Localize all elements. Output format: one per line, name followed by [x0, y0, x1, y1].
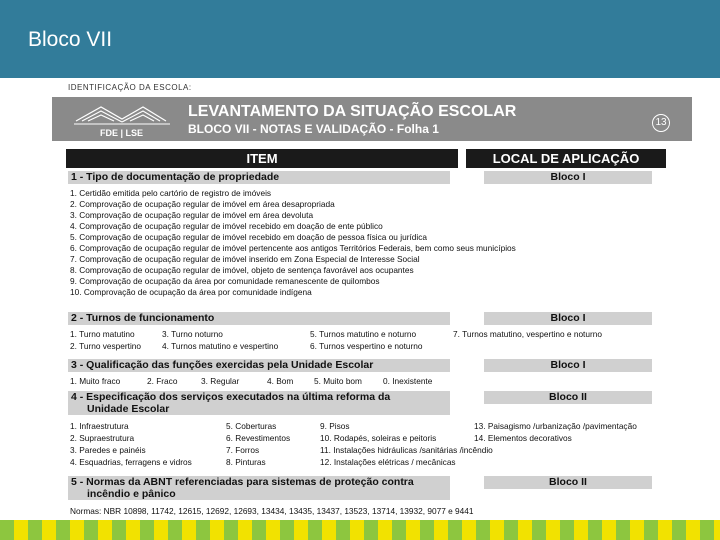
section-1-title: 1 - Tipo de documentação de propriedade	[68, 171, 450, 184]
list-item: 1. Turno matutino	[70, 329, 135, 339]
list-item: 10. Comprovação de ocupação da área por comunidade indígena	[70, 287, 312, 297]
list-item: 3. Comprovação de ocupação regular de imóvel em área devoluta	[70, 210, 314, 220]
list-item: 12. Instalações elétricas / mecânicas	[320, 457, 456, 467]
list-item: 2. Supraestrutura	[70, 433, 135, 443]
list-item: 5. Muito bom	[314, 376, 362, 386]
list-item: 7. Comprovação de ocupação regular de imóvel inserido em Zona Especial de Interesse Social	[70, 254, 420, 264]
school-identification-text: IDENTIFICAÇÃO DA ESCOLA:	[68, 83, 192, 92]
list-item: 1. Certidão emitida pelo cartório de registro de imóveis	[70, 188, 272, 198]
list-item: 8. Pinturas	[226, 457, 266, 467]
section-2-block: Bloco I	[484, 312, 652, 325]
list-item: 6. Revestimentos	[226, 433, 291, 443]
list-item: 7. Forros	[226, 445, 260, 455]
list-item: 3. Turno noturno	[162, 329, 223, 339]
list-item: 9. Comprovação de ocupação da área por comunidade remanescente de quilombos	[70, 276, 380, 286]
list-item: 4. Bom	[267, 376, 294, 386]
section-4-title	[68, 391, 450, 415]
section-2-title: 2 - Turnos de funcionamento	[68, 312, 450, 325]
list-item: 10. Rodapés, soleiras e peitoris	[320, 433, 437, 443]
item-column-header: ITEM	[66, 149, 458, 168]
form-title: LEVANTAMENTO DA SITUAÇÃO ESCOLAR	[188, 103, 517, 120]
fde-lse-logo-icon	[66, 101, 178, 139]
list-item: 5. Comprovação de ocupação regular de imóvel recebido em doação de pessoa física ou jurídica	[70, 232, 427, 242]
section-4-title-line-2: Unidade Escolar	[87, 403, 170, 415]
form-banner	[52, 97, 692, 141]
slide-header-bar	[0, 0, 720, 78]
list-item: 6. Comprovação de ocupação regular de imóvel pertencente aos antigos Territórios Federais, bem como seus municípios	[70, 243, 516, 253]
list-item: 8. Comprovação de ocupação regular de imóvel, objeto de sentença favorável aos ocupantes	[70, 265, 414, 275]
section-5-title	[68, 476, 450, 500]
section-4-title-line-1: 4 - Especificação dos serviços executados na última reforma da	[71, 391, 391, 403]
slide-title: Bloco VII	[28, 28, 113, 51]
list-item: 1. Infraestrutura	[70, 421, 129, 431]
list-item: 9. Pisos	[320, 421, 350, 431]
list-item: 0. Inexistente	[383, 376, 433, 386]
logo-text: FDE | LSE	[100, 128, 144, 138]
section-5-title-line-2: incêndio e pânico	[87, 488, 176, 500]
list-item: 13. Paisagismo /urbanização /pavimentação	[474, 421, 637, 431]
footer-stripe	[0, 520, 720, 540]
list-item: 2. Turno vespertino	[70, 341, 142, 351]
list-item: 2. Fraco	[147, 376, 178, 386]
list-item: 3. Paredes e painéis	[70, 445, 146, 455]
list-item: 4. Comprovação de ocupação regular de imóvel recebido em doação de ente público	[70, 221, 383, 231]
list-item: 4. Turnos matutino e vespertino	[162, 341, 279, 351]
form-subtitle: BLOCO VII - NOTAS E VALIDAÇÃO - Folha 1	[188, 122, 439, 136]
list-item: 5. Turnos matutino e noturno	[310, 329, 417, 339]
list-item: 2. Comprovação de ocupação regular de imóvel em área desapropriada	[70, 199, 335, 209]
section-3-block: Bloco I	[484, 359, 652, 372]
section-5-block: Bloco II	[484, 476, 652, 489]
list-item: 1. Muito fraco	[70, 376, 121, 386]
list-item: 3. Regular	[201, 376, 240, 386]
section-3-title: 3 - Qualificação das funções exercidas pela Unidade Escolar	[68, 359, 450, 372]
list-item: 5. Coberturas	[226, 421, 277, 431]
list-item: 11. Instalações hidráulicas /sanitárias /incêndio	[320, 445, 493, 455]
section-1-block: Bloco I	[484, 171, 652, 184]
list-item: 6. Turnos vespertino e noturno	[310, 341, 423, 351]
section-5-title-line-1: 5 - Normas da ABNT referenciadas para sistemas de proteção contra	[71, 476, 414, 488]
list-item: 14. Elementos decorativos	[474, 433, 572, 443]
location-column-header: LOCAL DE APLICAÇÃO	[466, 149, 666, 168]
norms-text: Normas: NBR 10898, 11742, 12615, 12692, 12693, 13434, 13435, 13437, 13523, 13714, 13932, 9077 e 9441	[70, 506, 474, 516]
page-number-badge: 13	[652, 114, 670, 132]
list-item: 7. Turnos matutino, vespertino e noturno	[453, 329, 602, 339]
list-item: 4. Esquadrias, ferragens e vidros	[70, 457, 192, 467]
section-4-block: Bloco II	[484, 391, 652, 404]
